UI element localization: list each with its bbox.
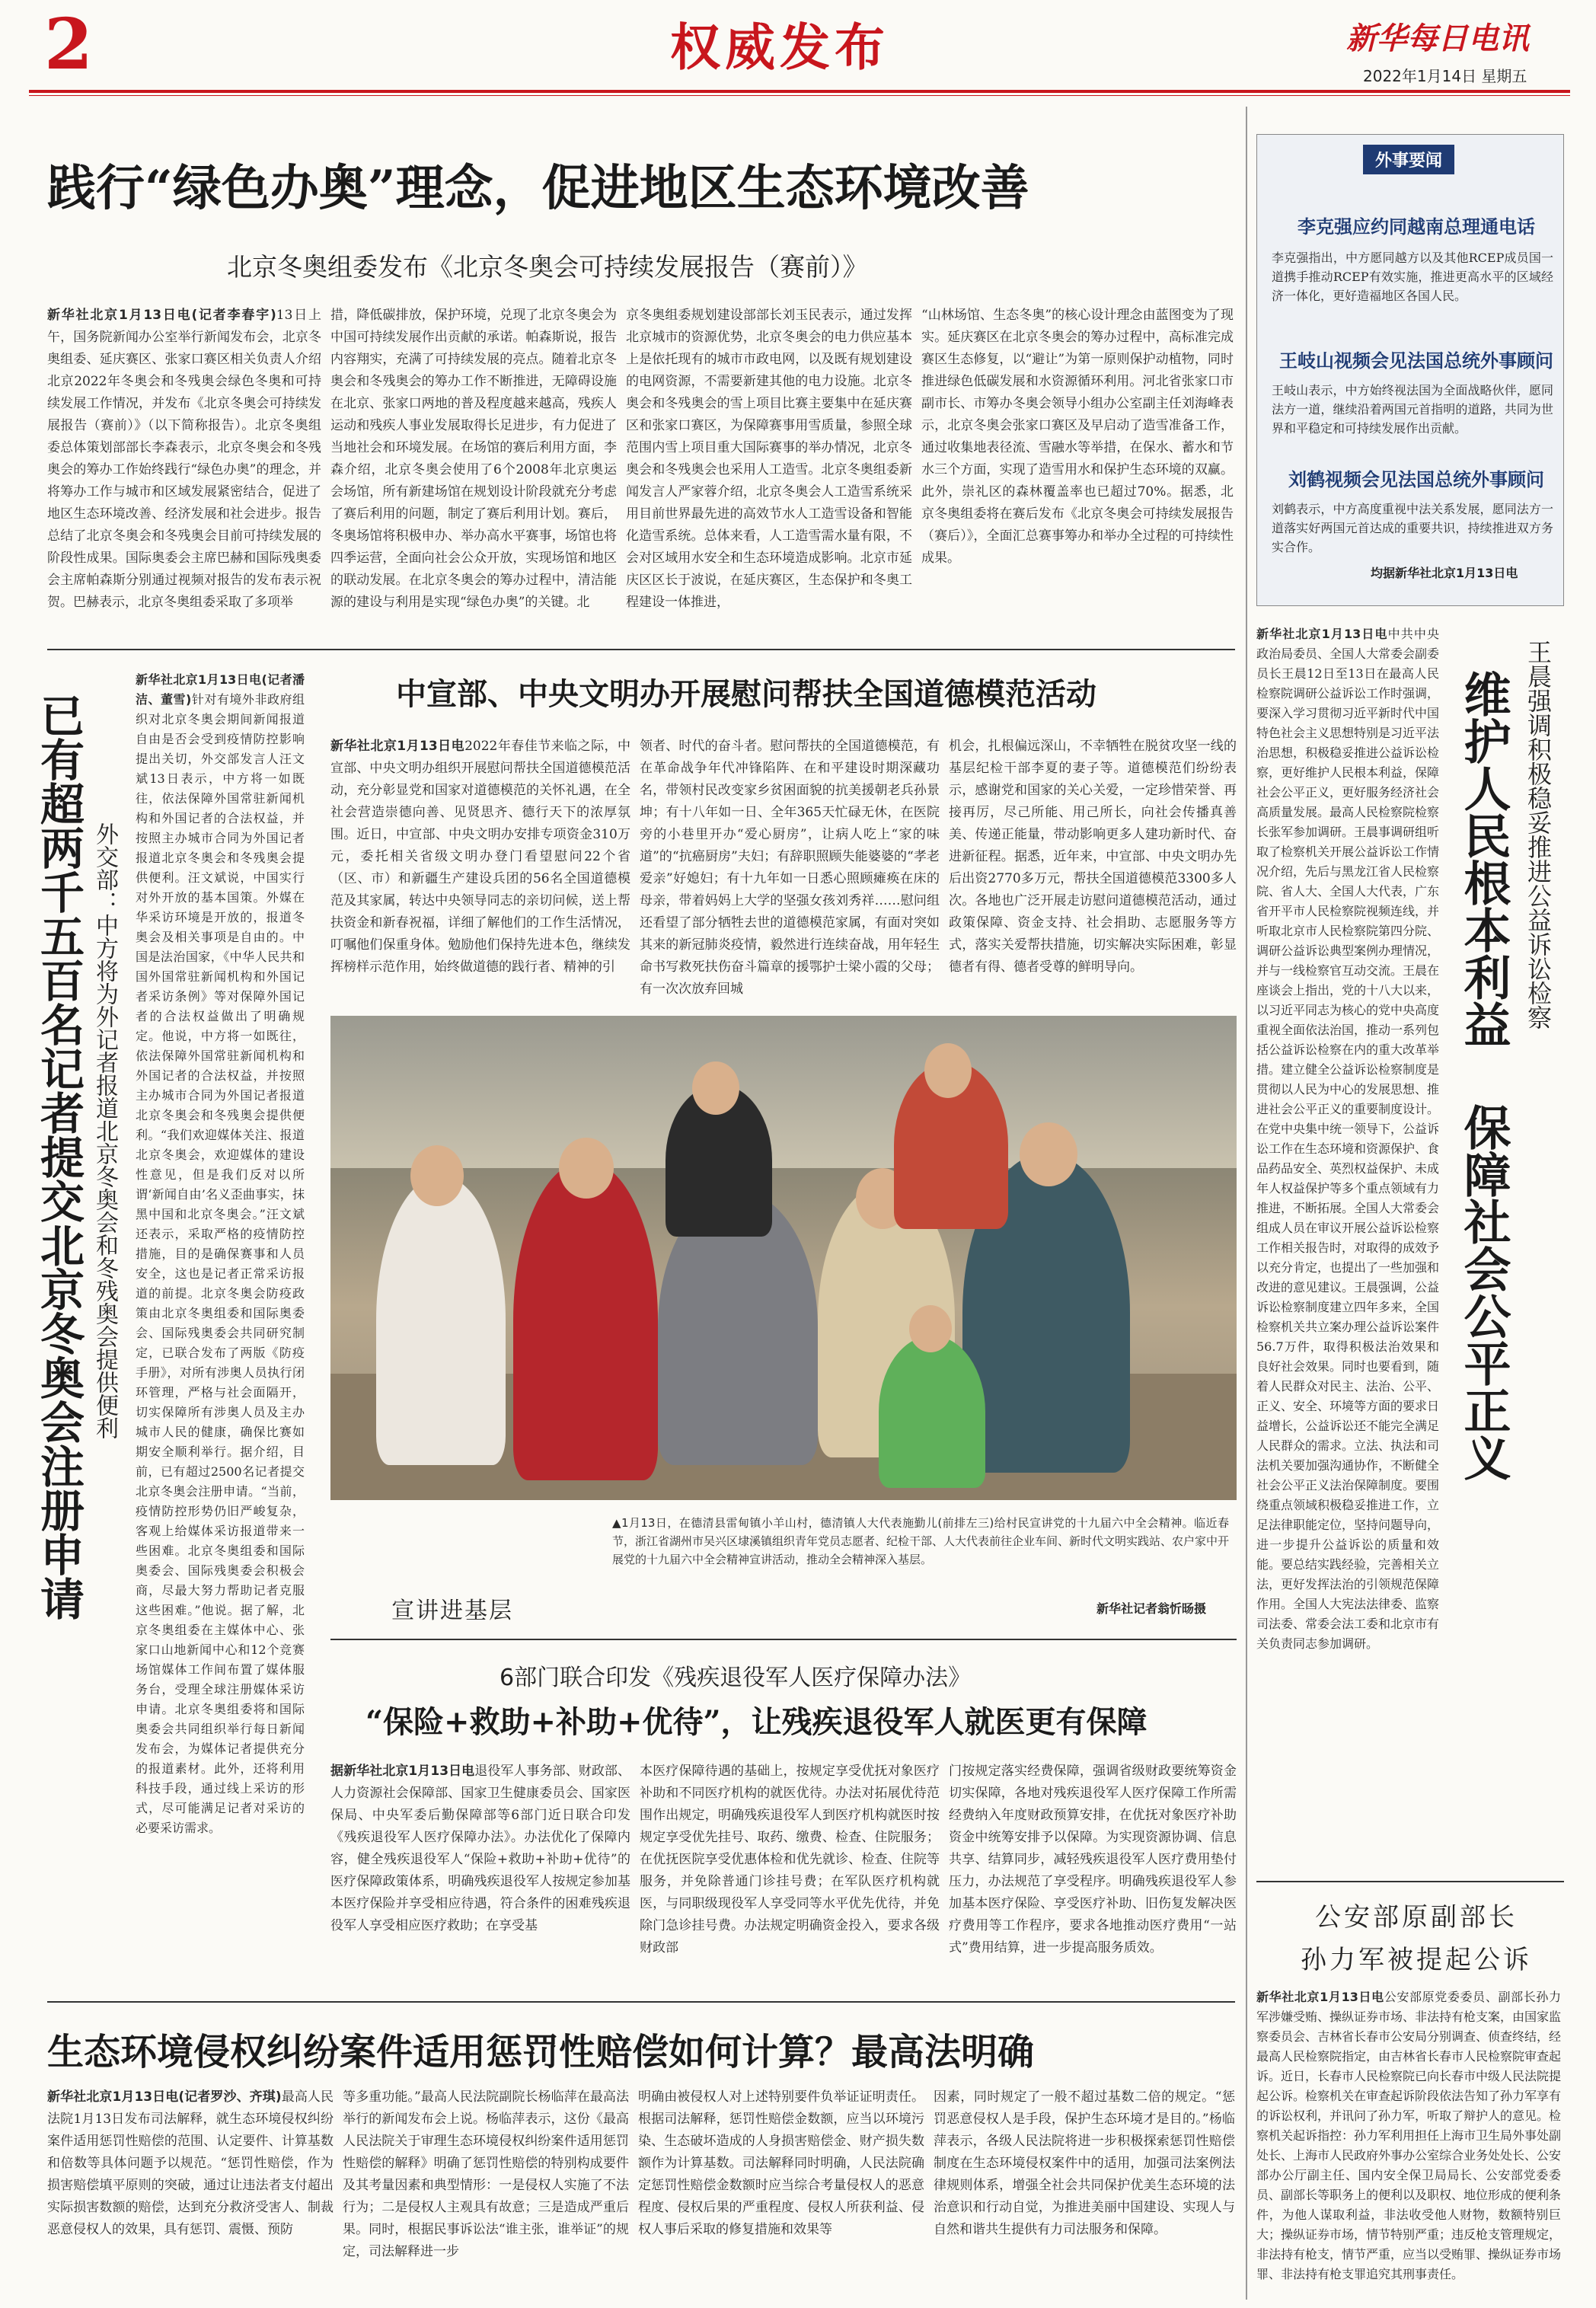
sidebar-item-3-text: 刘鹤表示，中方高度重视中法关系发展，愿同法方一道落实好两国元首达成的重要共识，持续推进双方务实合作。 [1272,502,1553,554]
veteran-col1-text: 退役军人事务部、财政部、人力资源社会保障部、国家卫生健康委员会、国家医保局、中央军委后勤保障部等6部门近日联合印发《残疾退役军人医疗保障办法》。办法优化了保障内容，健全残疾退役军人“保险+救助+补助+优待”的医疗保障政策体系，明确残疾退役军人按规定参加基本医疗保险并享受相应待遇，符合条件的困难残疾退役军人享受相应医疗救助；在享受基 [330,1764,630,1933]
news-photo [330,1016,1237,1500]
sidebar-tag [1363,145,1454,174]
wang-kicker: 王晨强调积极稳妥推进公益诉讼检察 [1524,640,1553,1030]
divider [1256,1881,1564,1882]
wang-dateline: 新华社北京1月13日电 [1256,627,1388,641]
story1-col1 [47,305,321,640]
wang-text-col [1256,624,1440,1651]
waijiaobu-text-bottom [47,1700,305,1974]
court-col1 [47,2086,334,2292]
story1-col2: 措，降低碳排放，保护环境，兑现了北京冬奥会为中国可持续发展作出贡献的承诺。帕森斯说，报告内容翔实，充满了可持续发展的亮点。随着北京冬奥会和冬残奥会的筹办工作不断推进，无障碍设施在北京、张家口两地的普及程度越来越高，残疾人运动和残疾人事业发展取得长足进步，有力促进了当地社会和环境发展。在场馆的赛后利用方面，李森介绍，北京冬奥会使用了6个2008年北京奥运会场馆，所有新建场馆在规划设计阶段就充分考虑了赛后利用的问题，制定了赛后利用计划。赛后，冬奥场馆将积极申办、举办高水平赛事，场馆也将四季运营，全面向社会公众开放，实现场馆和地区的联动发展。在北京冬奥会的筹办过程中，清洁能源的建设与利用是实现“绿色办奥”的关键。北 [330,308,617,610]
court-col1-text: 最高人民法院1月13日发布司法解释，就生态环境侵权纠纷案件适用惩罚性赔偿的范围、认定要件、计算基数和倍数等具体问题予以规范。“惩罚性赔偿，作为损害赔偿填平原则的突破，通过让违法者支付超出实际损害数额的赔偿，达到充分救济受害人、制裁恶意侵权人的效果，具有惩罚、震慑、预防 [47,2089,334,2237]
police-dateline: 新华社北京1月13日电 [1256,1990,1384,2004]
veteran-col2: 本医疗保障待遇的基础上，按规定享受优抚对象医疗补助和不同医疗机构的就医优待。办法对拓展优待范围作出规定，明确残疾退役军人到医疗机构就医时按规定享受优先挂号、取药、缴费、检查、住院服务；在优抚医院享受优惠体检和优先就诊、检查、住院等服务，并免除普通门诊挂号费；在军队医疗机构就医，与同职级现役军人享受同等水平优先优待，并免除门急诊挂号费。办法规定明确资金投入，要求各级财政部 [640,1764,940,1955]
divider [47,2001,1235,2003]
moral-col2: 领者、时代的奋斗者。慰问帮扶的全国道德模范，有在革命战争年代冲锋陷阵、在和平建设时期深藏功名，带领村民改变家乡贫困面貌的抗美援朝老兵孙景坤；有十八年如一日、全年365天忙碌无休，在医院旁的小巷里开办“爱心厨房”，让病人吃上“家的味道”的“抗癌厨房”夫妇；有辞职照顾失能婆婆的“孝老爱亲”好媳妇；有十九年如一日悉心照顾瘫痪在床的母亲，带着妈妈上大学的坚强女孩刘秀祥……慰问组还看望了部分牺牲去世的道德模范家属，有面对突如其来的新冠肺炎疫情，毅然进行连续奋战，用年轻生命书写救死扶伤奋斗篇章的援鄂护士梁小霞的父母；有一次次放弃回城 [640,739,940,997]
police-title-2: 孙力军被提起公诉 [1301,1945,1532,1975]
court-col4: 因素，同时规定了一般不超过基数二倍的规定。“惩罚恶意侵权人是手段，保护生态环境才是目的。”杨临萍表示，各级人民法院将进一步积极探索惩罚性赔偿制度在生态环境侵权案件中的适用，加强司法案例法律规则体系，增强全社会共同保护优美生态环境的法治意识和行动自觉，为推进美丽中国建设、实现人与自然和谐共生提供有力司法服务和保障。 [934,2089,1235,2237]
photo-label: 宣讲进基层 [391,1598,513,1624]
moral-dateline: 新华社北京1月13日电 [330,739,465,754]
court-dateline: 新华社北京1月13日电(记者罗沙、齐琪) [47,2089,282,2105]
wang-headline: 维护人民根本利益 保障社会公平正义 [1456,670,1511,1481]
story1-col1-text: 13日上午，国务院新闻办公室举行新闻发布会，北京冬奥组委、延庆赛区、张家口赛区相关负责人介绍北京2022年冬奥会和冬残奥会绿色冬奥和可持续发展工作情况，并发布《北京冬奥会可持续发展报告（赛前）》（以下简称报告）。北京冬奥组委总体策划部部长李森表示，北京冬奥会和冬残奥会的筹办工作始终践行“绿色办奥”的理念，并将筹办工作与城市和区域发展紧密结合，促进了地区生态环境改善、经济发展和社会进步。报告总结了北京冬奥会和冬残奥会目前可持续发展的阶段性成果。国际奥委会主席巴赫和国际残奥委会主席帕森斯分别通过视频对报告的发布表示祝贺。巴赫表示，北京冬奥组委采取了多项举 [47,308,321,610]
divider [47,649,1235,650]
veteran-col3: 门按规定落实经费保障，强调省级财政要统筹资金切实保障，各地对残疾退役军人医疗保障工作所需经费纳入年度财政预算安排，在优抚对象医疗补助资金中统筹安排予以保障。为实现资源协调、信息共享、结算同步，减轻残疾退役军人医疗费用垫付压力，办法规范了享受程序。明确残疾退役军人参加基本医疗保险、享受医疗补助、旧伤复发解决医疗费用等工作程序，要求各地推动医疗费用“一站式”费用结算，进一步提高服务质效。 [949,1764,1237,1955]
photo-credit: 新华社记者翁忻旸摄 [1096,1601,1207,1616]
story1-col4: “山林场馆、生态冬奥”的核心设计理念由蓝图变为了现实。延庆赛区在北京冬奥会的筹办过程中，高标准完成赛区生态修复，以“避让”为第一原则保护动植物，同时推进绿色低碳发展和水资源循环利用。河北省张家口市副市长、市筹办冬奥会领导小组办公室副主任刘海峰表示，北京冬奥会张家口赛区及早启动了造雪准备工作，通过收集地表径流、雪融水等举措，在保水、蓄水和节水三个方面，实现了造雪用水和保护生态环境的双赢。此外，崇礼区的森林覆盖率也已超过70%。据悉，北京冬奥组委将在赛后发布《北京冬奥会可持续发展报告（赛后）》，全面汇总赛事筹办和举办全过程的可持续性成果。 [921,308,1234,566]
police-text: 公安部原党委委员、副部长孙力军涉嫌受贿、操纵证券市场、非法持有枪支案，由国家监察委员会、吉林省长春市公安局分别调查、侦查终结，经最高人民检察院指定，由吉林省长春市人民检察院审查起诉。近日，长春市人民检察院已向长春市中级人民法院提起公诉。检察机关在审查起诉阶段依法告知了孙力军享有的诉讼权利，并讯问了孙力军，听取了辩护人的意见。检察机关起诉指控：孙力军利用担任上海市卫生局外事处副处长、上海市人民政府外事办公室综合业务处处长、公安部办公厅副主任、国内安全保卫局局长、公安部党委委员、副部长等职务上的便利以及职权、地位形成的便利条件，为他人谋取利益，非法收受他人财物，数额特别巨大；操纵证券市场，情节特别严重；违反枪支管理规定，非法持有枪支，情节严重，应当以受贿罪、操纵证券市场罪、非法持有枪支罪追究其刑事责任。 [1256,1990,1562,2281]
sidebar-item-1-text: 李克强指出，中方愿同越方以及其他RCEP成员国一道携手推动RCEP有效实施，推进更高水平的区域经济一体化，更好造福地区各国人民。 [1272,251,1553,303]
veteran-kicker: 6部门联合印发《残疾退役军人医疗保障办法》 [500,1665,972,1691]
divider [330,1639,1237,1640]
photo-caption: ▲1月13日，在德清县雷甸镇小羊山村，德清镇人大代表施勤儿(前排左三)给村民宣讲党的十九届六中全会精神。临近春节，浙江省湖州市吴兴区埭溪镇组织青年党员志愿者、纪检干部、人大代表前往企业车间、新时代文明实践站、农户家中开展党的十九届六中全会精神宣讲活动，推动全会精神深入基层。 [612,1516,1230,1566]
waijiaobu-dateline: 新华社北京1月13日电(记者潘洁、董雪) [136,672,305,707]
waijiaobu-text-col [136,670,305,1835]
section-title: 权威发布 [670,18,889,77]
masthead-rule-thin [29,95,1570,96]
sidebar-item-3-title: 刘鹤视频会见法国总统外事顾问 [1288,469,1544,490]
story1-subhead: 北京冬奥组委发布《北京冬奥会可持续发展报告（赛前）》 [227,252,868,282]
court-headline: 生态环境侵权纠纷案件适用惩罚性赔偿如何计算？最高法明确 [47,2031,1035,2073]
moral-col3: 机会，扎根偏远深山，不幸牺牲在脱贫攻坚一线的基层纪检干部李夏的妻子等。道德模范们纷纷表示，感谢党和国家的关心关爱，一定珍惜荣誉、再接再厉，尽己所能、用己所长，向社会传播真善美、传递正能量，带动影响更多人建功新时代、奋进新征程。据悉，近年来，中宣部、中央文明办先后出资2770多万元，帮扶全国道德模范3300多人次。各地也广泛开展走访慰问道德模范活动，通过政策保障、资金支持、社会捐助、志愿服务等方式，落实关爱帮扶措施，切实解决实际困难，彰显德者有得、德者受尊的鲜明导向。 [949,739,1237,975]
sidebar-item-2-text: 王岐山表示，中方始终视法国为全面战略伙伴，愿同法方一道，继续沿着两国元首指明的道路，共同为世界和平稳定和可持续发展作出贡献。 [1272,383,1553,436]
sidebar-credit: 均据新华社北京1月13日电 [1371,566,1518,580]
waijiaobu-text: 针对有境外非政府组织对北京冬奥会期间新闻报道自由是否会受到疫情防控影响提出关切，外交部发言人汪文斌13日表示，中方将一如既往，依法保障外国常驻新闻机构和外国记者的合法权益，并按照主办城市合同为外国记者报道北京冬奥会和冬残奥会提供便利。汪文斌说，中国实行对外开放的基本国策。外媒在华采访环境是开放的，报道冬奥会及相关事项是自由的。中国是法治国家，《中华人民共和国外国常驻新闻机构和外国记者采访条例》等对保障外国记者的合法权益做出了明确规定。他说，中方将一如既往，依法保障外国常驻新闻机构和外国记者的合法权益，并按照主办城市合同为外国记者报道北京冬奥会和冬残奥会提供便利。“我们欢迎媒体关注、报道北京冬奥会，欢迎媒体的建设性意见，但是我们反对以所谓‘新闻自由’名义歪曲事实，抹黑中国和北京冬奥会。”汪文斌还表示，采取严格的疫情防控措施，目的是确保赛事和人员安全，这也是记者正常采访报道的前提。北京冬奥会防疫政策由北京冬奥组委和国际奥委会、国际残奥委会共同研究制定，已联合发布了两版《防疫手册》，对所有涉奥人员执行闭环管理，严格与社会面隔开，切实保障所有涉奥人员及主办城市人民的健康，确保比赛如期安全顺利举行。据介绍，目前，已有超过2500名记者提交北京冬奥会注册申请。“当前，疫情防控形势仍旧严峻复杂，客观上给媒体采访报道带来一些困难。北京冬奥组委和国际奥委会、国际残奥委会积极会商，尽最大努力帮助记者克服这些困难。”他说。据了解，北京冬奥组委在主媒体中心、张家口山地新闻中心和12个竞赛场馆媒体工作间布置了媒体服务台，受理全球注册媒体采访申请。北京冬奥组委将和国际奥委会共同组织举行每日新闻发布会，为媒体记者提供充分的报道素材。此外，还将利用科技手段，通过线上采访的形式，尽可能满足记者对采访的必要采访需求。 [136,692,305,1835]
issue-date: 2022年1月14日 星期五 [1363,67,1527,85]
brand-logo: 新华每日电讯 [1346,21,1529,56]
waijiaobu-headline: 已有超两千五百名记者提交北京冬奥会注册申请 [33,693,85,1620]
police-text-col [1256,1987,1561,2292]
veteran-col1 [330,1761,630,1989]
story1-headline: 践行“绿色办奥”理念，促进地区生态环境改善 [47,160,1029,217]
story1-col3: 京冬奥组委规划建设部部长刘玉民表示，通过发挥北京城市的资源优势，北京冬奥会的电力供应基本上是依托现有的城市市政电网，以及既有规划建设的电网资源，不需要新建其他的电力设施。北京冬奥会和冬残奥会的雪上项目比赛主要集中在延庆赛区和张家口赛区，为保障赛事用雪质量，参照全球范围内雪上项目重大国际赛事的举办情况，北京冬奥会和冬残奥会也采用人工造雪。北京冬奥组委新闻发言人严家蓉介绍，北京冬奥会人工造雪系统采用目前世界最先进的高效节水人工造雪设备和智能化造雪系统。总体来看，人工造雪需水量有限，不会对区域用水安全和生态环境造成影响。北京市延庆区区长于波说，在延庆赛区，生态保护和冬奥工程建设一体推进， [626,308,912,610]
police-title-1: 公安部原副部长 [1315,1902,1518,1933]
moral-col1-text: 2022年春佳节来临之际，中宣部、中央文明办组织开展慰问帮扶全国道德模范活动，充分彰显党和国家对道德模范的关怀礼遇，在全社会营造崇德向善、见贤思齐、德行天下的浓厚氛围。近日，中宣部、中央文明办安排专项资金310万元，委托相关省级文明办登门看望慰问22个省（区、市）和新疆生产建设兵团的56名全国道德模范及其家属，转达中央领导同志的亲切问候，送上帮扶资金和新春祝福，详细了解他们的工作生活情况，叮嘱他们保重身体。勉励他们保持先进本色，继续发挥榜样示范作用，始终做道德的践行者、精神的引 [330,739,630,975]
court-col3: 明确由被侵权人对上述特别要件负举证证明责任。根据司法解释，惩罚性赔偿金数额，应当以环境污染、生态破坏造成的人身损害赔偿金、财产损失数额作为计算基数。司法解释同时明确，人民法院确定惩罚性赔偿金数额时应当综合考量侵权人的恶意程度、侵权后果的严重程度、侵权人所获利益、侵权人事后采取的修复措施和效果等 [638,2089,924,2237]
court-col2: 等多重功能。”最高人民法院副院长杨临萍在最高法举行的新闻发布会上说。杨临萍表示，这份《最高人民法院关于审理生态环境侵权纠纷案件适用惩罚性赔偿的解释》明确了惩罚性赔偿的特别构成要件及其考量因素和典型情形：一是侵权人实施了不法行为；二是侵权人主观具有故意；三是造成严重后果。同时，根据民事诉讼法“谁主张，谁举证”的规定，司法解释进一步 [343,2089,629,2259]
wang-text: 中共中央政治局委员、全国人大常委会副委员长王晨12日至13日在最高人民检察院调研公益诉讼工作时强调，要深入学习贯彻习近平新时代中国特色社会主义思想特别是习近平法治思想，积极稳妥推进公益诉讼检察，更好维护人民根本利益，保障社会公平正义，更好服务经济社会高质量发展。最高人民检察院检察长张军参加调研。王晨事调研组听取了检察机关开展公益诉讼工作情况介绍，先后与黑龙江省人民检察院、省人大、全国人大代表，广东省开平市人民检察院视频连线，并听取北京市人民检察院第四分院、调研公益诉讼典型案例办理情况，并与一线检察官互动交流。王晨在座谈会上指出，党的十八大以来，以习近平同志为核心的党中央高度重视全面依法治国，推动一系列包括公益诉讼检察在内的重大改革举措。建立健全公益诉讼检察制度是贯彻以人民为中心的发展思想、推进社会公平正义的重要制度设计。在党中央集中统一领导下，公益诉讼工作在生态环境和资源保护、食品药品安全、英烈权益保护、未成年人权益保护等多个重点领域有力推进，不断拓展。全国人大常委会组成人员在审议开展公益诉讼检察工作相关报告时，对取得的成效予以充分肯定，也提出了一些加强和改进的意见建议。王晨强调，公益诉讼检察制度建立四年多来，全国检察机关共立案办理公益诉讼案件56.7万件，取得积极法治效果和良好社会效果。同时也要看到，随着人民群众对民主、法治、公平、正义、安全、环境等方面的要求日益增长，公益诉讼还不能完全满足人民群众的需求。立法、执法和司法机关要加强沟通协作，不断健全社会公平正义法治保障制度。要围绕重点领域积极稳妥推进工作，立足法律职能定位，坚持问题导向，进一步提升公益诉讼的质量和效能。要总结实践经验，完善相关立法，更好发挥法治的引领规范保障作用。全国人大宪法法律委、监察司法委、常委会法工委和北京市有关负责同志参加调研。 [1256,627,1440,1651]
veteran-headline: “保险+救助+补助+优待”，让残疾退役军人就医更有保障 [365,1704,1148,1740]
masthead-rule [29,90,1570,93]
column-rule [1246,107,1247,2300]
veteran-dateline: 据新华社北京1月13日电 [330,1764,475,1779]
sidebar-tag-label: 外事要闻 [1375,152,1443,171]
story1-dateline: 新华社北京1月13日电(记者李春宇) [47,308,276,323]
moral-headline: 中宣部、中央文明办开展慰问帮扶全国道德模范活动 [396,676,1096,712]
waijiaobu-kicker: 外交部：中方将为外记者报道北京冬奥会和冬残奥会提供便利 [91,822,118,1439]
sidebar-item-1-title: 李克强应约同越南总理通电话 [1298,216,1535,238]
page-number: 2 [44,3,94,85]
sidebar-item-2-title: 王岐山视频会见法国总统外事顾问 [1279,350,1553,372]
moral-col1 [330,736,630,987]
